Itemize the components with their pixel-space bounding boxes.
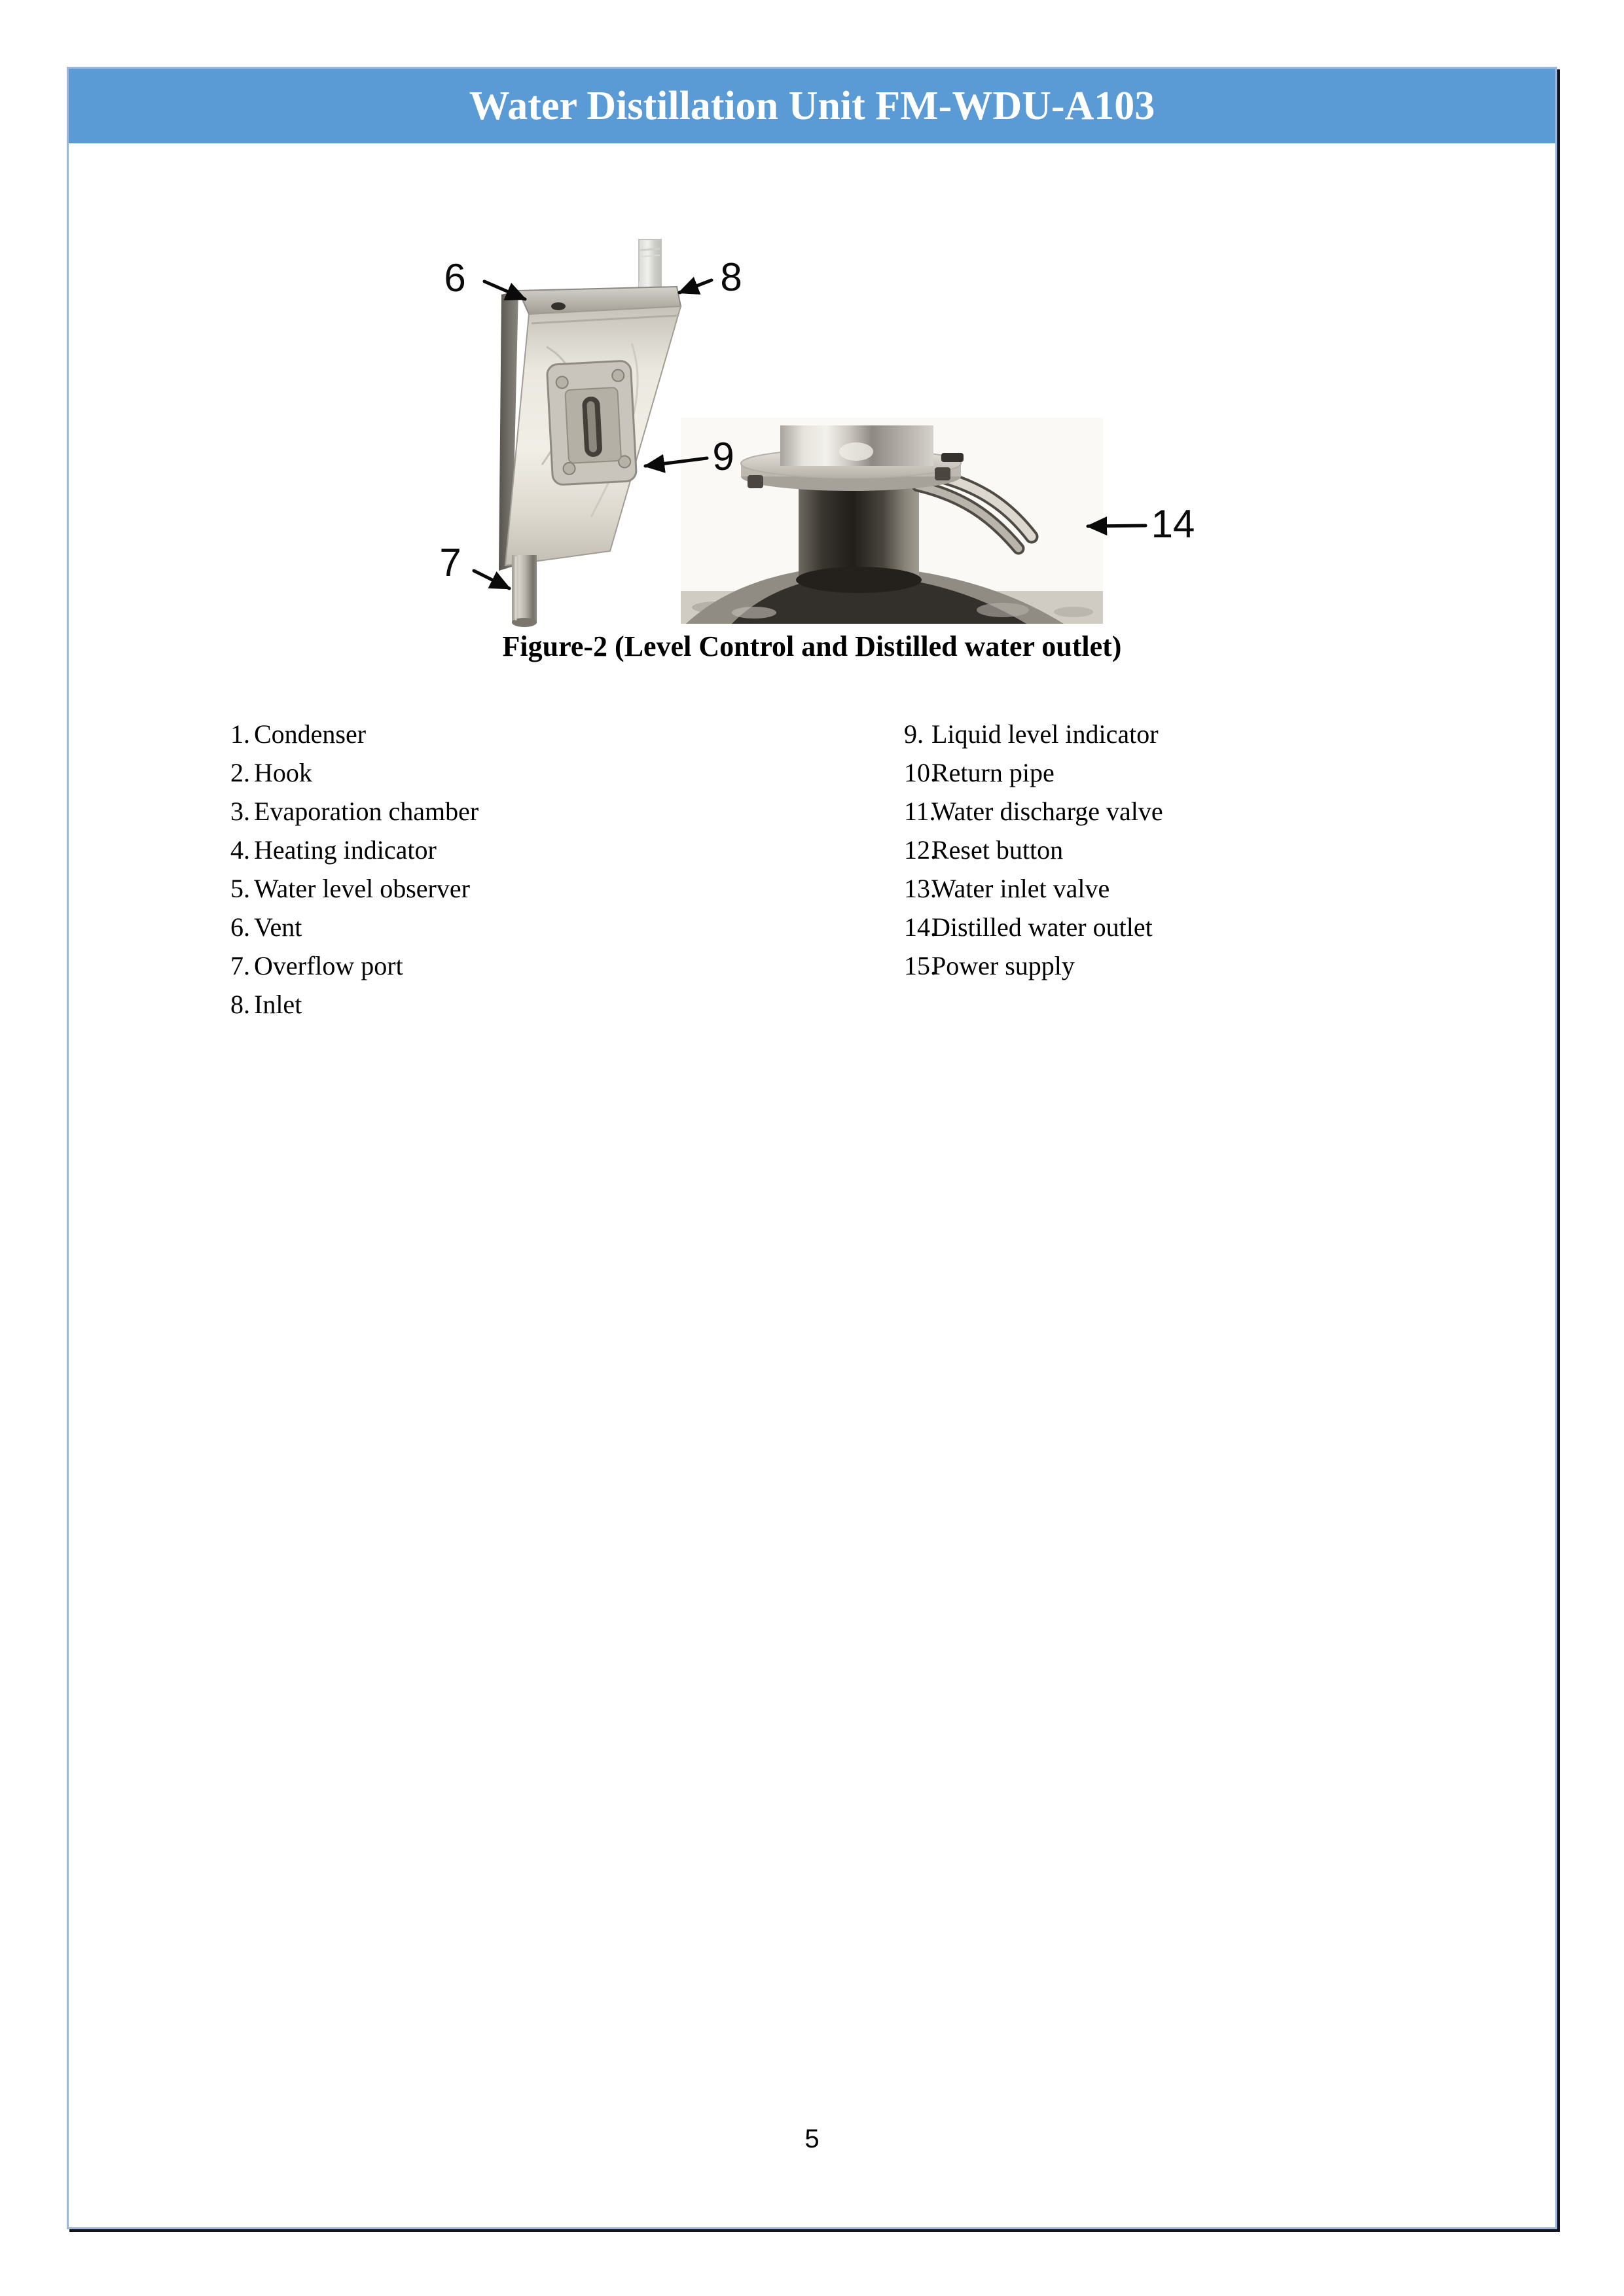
item-label: Distilled water outlet <box>931 912 1153 942</box>
item-label: Vent <box>254 912 302 942</box>
list-item <box>230 792 478 831</box>
item-number: 8. <box>230 990 250 1019</box>
item-number: 13. <box>904 874 937 903</box>
list-item <box>904 908 1163 946</box>
list-item <box>904 869 1163 908</box>
item-label: Condenser <box>254 719 367 749</box>
header-banner <box>69 69 1555 143</box>
item-number: 2. <box>230 758 250 787</box>
item-label: Water inlet valve <box>931 874 1110 903</box>
sight-glass <box>547 361 636 485</box>
item-label: Water level observer <box>254 874 470 903</box>
callout-label-6: 6 <box>444 256 466 300</box>
item-number: 14. <box>904 912 937 942</box>
item-label: Hook <box>254 758 312 787</box>
list-item <box>904 831 1163 869</box>
page-number: 5 <box>804 2125 820 2153</box>
figure-caption: Figure-2 (Level Control and Distilled water outlet) <box>502 630 1122 662</box>
item-label: Overflow port <box>254 951 403 980</box>
item-number: 3. <box>230 797 250 826</box>
item-label: Water discharge valve <box>931 797 1163 826</box>
distilled-outlet-photo <box>681 418 1103 624</box>
list-item <box>230 908 478 946</box>
list-item <box>904 792 1163 831</box>
item-label: Liquid level indicator <box>931 719 1159 749</box>
item-number: 7. <box>230 951 250 980</box>
item-label: Return pipe <box>931 758 1055 787</box>
item-label: Inlet <box>254 990 302 1019</box>
item-label: Reset button <box>931 835 1064 865</box>
callout-label-14: 14 <box>1151 502 1195 546</box>
list-item <box>904 753 1163 792</box>
list-item <box>230 946 478 985</box>
item-number: 15. <box>904 951 937 980</box>
list-item <box>230 715 478 753</box>
item-label: Power supply <box>931 951 1075 980</box>
list-item <box>904 946 1163 985</box>
callout-label-8: 8 <box>720 255 742 299</box>
item-label: Evaporation chamber <box>254 797 479 826</box>
list-item <box>230 831 478 869</box>
callout-label-7: 7 <box>439 541 461 584</box>
level-control-photo <box>499 240 681 627</box>
item-number: 10. <box>904 758 937 787</box>
item-number: 6. <box>230 912 250 942</box>
item-number: 5. <box>230 874 250 903</box>
parts-list-left <box>230 715 478 1024</box>
item-number: 4. <box>230 835 250 865</box>
item-number: 12. <box>904 835 937 865</box>
list-item <box>230 753 478 792</box>
parts-list-right <box>904 715 1163 985</box>
item-number: 11. <box>904 797 936 826</box>
item-label: Heating indicator <box>254 835 437 865</box>
item-number: 1. <box>230 719 250 749</box>
item-number: 9. <box>904 719 924 749</box>
page-title: Water Distillation Unit FM-WDU-A103 <box>469 83 1155 128</box>
callout-label-9: 9 <box>712 435 734 478</box>
figure-image <box>406 229 1211 632</box>
list-item <box>904 715 1163 753</box>
list-item <box>230 869 478 908</box>
list-item <box>230 985 478 1024</box>
